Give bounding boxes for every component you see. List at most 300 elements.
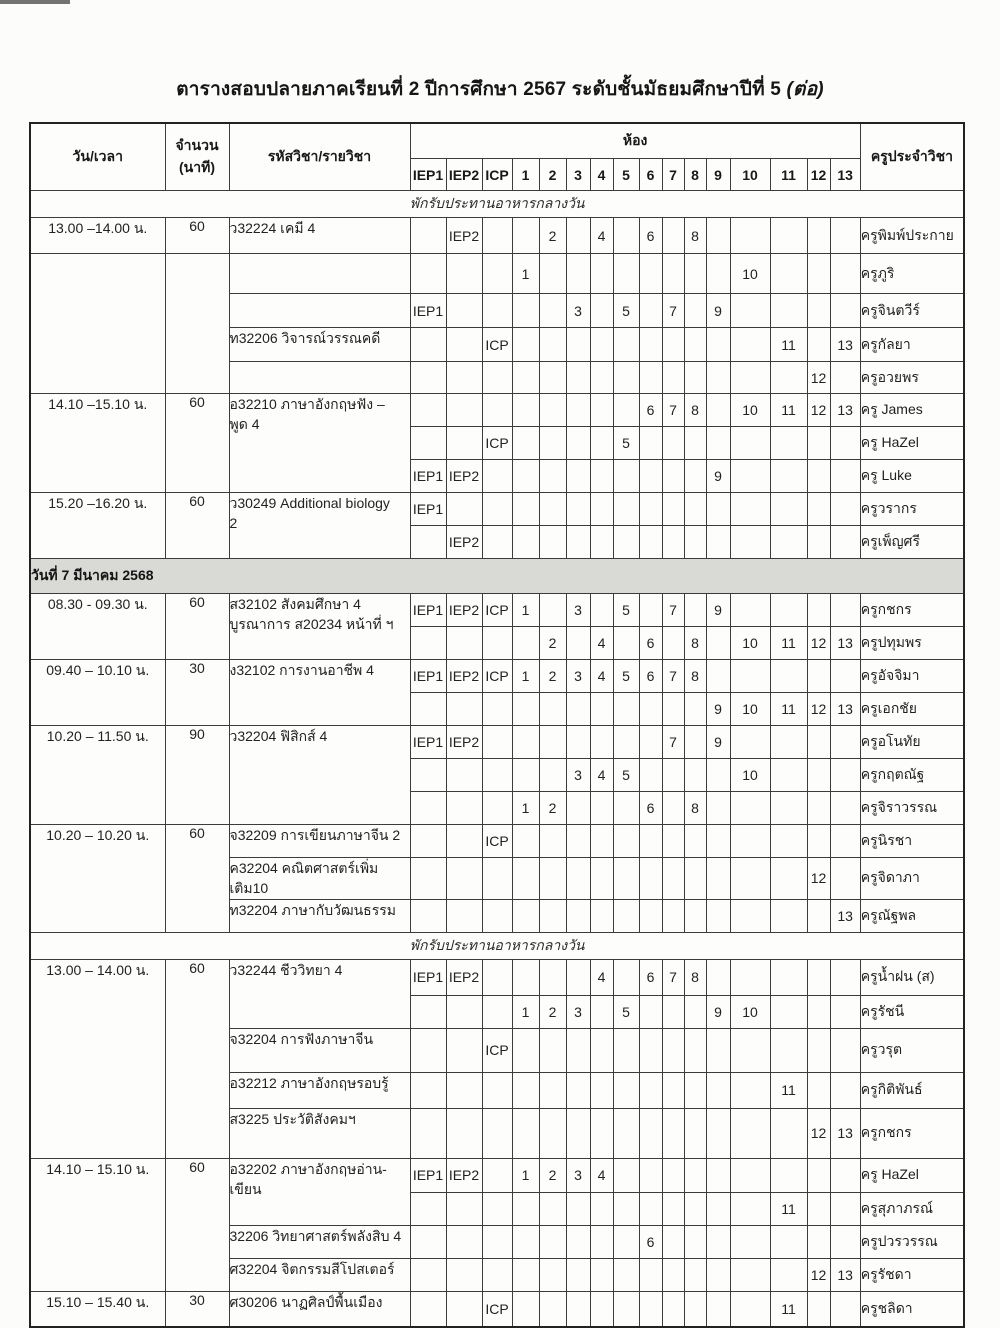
room-cell bbox=[770, 959, 807, 995]
room-cell bbox=[830, 460, 860, 493]
room-cell: IEP2 bbox=[446, 726, 482, 759]
room-cell bbox=[410, 825, 446, 858]
room-cell bbox=[566, 899, 590, 932]
room-cell: 5 bbox=[613, 995, 639, 1028]
room-cell bbox=[613, 1192, 639, 1225]
room-cell bbox=[807, 1225, 830, 1258]
subject-cell: ท32204 ภาษากับวัฒนธรรม bbox=[229, 899, 410, 932]
room-cell bbox=[539, 1072, 566, 1108]
room-column-header: 10 bbox=[730, 159, 770, 191]
room-cell bbox=[639, 427, 662, 460]
room-cell bbox=[482, 1192, 512, 1225]
room-cell bbox=[770, 294, 807, 328]
room-cell bbox=[706, 493, 730, 526]
subject-cell: ว30249 Additional biology 2 bbox=[229, 493, 410, 559]
room-cell bbox=[613, 693, 639, 726]
room-cell: 5 bbox=[613, 294, 639, 328]
room-cell bbox=[482, 493, 512, 526]
room-cell: 4 bbox=[590, 959, 613, 995]
room-cell bbox=[482, 995, 512, 1028]
room-cell bbox=[482, 693, 512, 726]
room-cell bbox=[662, 693, 684, 726]
room-cell: 2 bbox=[539, 627, 566, 660]
room-cell bbox=[662, 362, 684, 394]
room-cell bbox=[446, 627, 482, 660]
room-cell bbox=[770, 858, 807, 900]
room-cell bbox=[539, 899, 566, 932]
room-cell bbox=[770, 1258, 807, 1291]
room-cell bbox=[770, 660, 807, 693]
teacher-cell: ครู HaZel bbox=[860, 1158, 964, 1192]
teacher-cell: ครูอโนทัย bbox=[860, 726, 964, 759]
room-cell: IEP2 bbox=[446, 660, 482, 693]
subject-cell: อ32210 ภาษาอังกฤษฟัง – พูด 4 bbox=[229, 394, 410, 493]
room-cell bbox=[639, 1072, 662, 1108]
room-cell bbox=[446, 1072, 482, 1108]
subject-cell: อ32202 ภาษาอังกฤษอ่าน-เขียน bbox=[229, 1158, 410, 1225]
teacher-cell: ครูปทุมพร bbox=[860, 627, 964, 660]
room-cell: ICP bbox=[482, 1028, 512, 1072]
room-cell: 11 bbox=[770, 394, 807, 427]
room-cell bbox=[662, 254, 684, 294]
room-cell bbox=[830, 858, 860, 900]
room-cell bbox=[566, 726, 590, 759]
room-cell bbox=[410, 218, 446, 254]
room-cell bbox=[730, 294, 770, 328]
room-cell: 10 bbox=[730, 627, 770, 660]
room-cell: 12 bbox=[807, 1108, 830, 1158]
room-cell bbox=[639, 1258, 662, 1291]
room-cell bbox=[770, 995, 807, 1028]
subject-cell: ว32204 ฟิสิกส์ 4 bbox=[229, 726, 410, 825]
room-cell bbox=[684, 526, 706, 559]
room-cell bbox=[807, 660, 830, 693]
room-cell bbox=[512, 627, 539, 660]
room-cell bbox=[410, 362, 446, 394]
room-cell bbox=[566, 218, 590, 254]
room-cell bbox=[730, 594, 770, 627]
room-cell bbox=[807, 493, 830, 526]
room-cell bbox=[590, 1225, 613, 1258]
room-cell bbox=[730, 1291, 770, 1327]
time-cell: 08.30 - 09.30 น. bbox=[30, 594, 165, 660]
room-cell: 10 bbox=[730, 254, 770, 294]
room-cell: 7 bbox=[662, 394, 684, 427]
room-cell bbox=[807, 254, 830, 294]
room-cell bbox=[566, 328, 590, 362]
room-cell bbox=[730, 1258, 770, 1291]
room-cell bbox=[639, 825, 662, 858]
room-cell bbox=[512, 693, 539, 726]
subject-cell: ง32102 การงานอาชีพ 4 bbox=[229, 660, 410, 726]
room-cell bbox=[512, 1108, 539, 1158]
table-row bbox=[30, 493, 964, 526]
room-cell bbox=[512, 1072, 539, 1108]
teacher-cell: ครูกัลยา bbox=[860, 328, 964, 362]
room-cell: 1 bbox=[512, 995, 539, 1028]
room-cell bbox=[662, 995, 684, 1028]
room-cell: 9 bbox=[706, 693, 730, 726]
room-cell bbox=[706, 1225, 730, 1258]
room-cell bbox=[539, 294, 566, 328]
room-cell bbox=[566, 792, 590, 825]
room-cell: 6 bbox=[639, 959, 662, 995]
room-cell bbox=[770, 1108, 807, 1158]
room-cell bbox=[807, 594, 830, 627]
room-cell bbox=[482, 294, 512, 328]
room-column-header: 4 bbox=[590, 159, 613, 191]
room-cell bbox=[446, 825, 482, 858]
room-cell bbox=[830, 294, 860, 328]
table-row bbox=[30, 218, 964, 254]
room-cell bbox=[566, 1225, 590, 1258]
room-cell: 8 bbox=[684, 660, 706, 693]
room-cell bbox=[446, 858, 482, 900]
room-cell: 1 bbox=[512, 594, 539, 627]
room-cell bbox=[684, 254, 706, 294]
room-cell bbox=[662, 627, 684, 660]
room-cell bbox=[590, 254, 613, 294]
room-cell bbox=[706, 1192, 730, 1225]
room-cell bbox=[662, 1028, 684, 1072]
room-cell: 9 bbox=[706, 995, 730, 1028]
room-cell: 12 bbox=[807, 394, 830, 427]
room-cell bbox=[639, 1291, 662, 1327]
room-cell bbox=[539, 1108, 566, 1158]
room-cell bbox=[590, 1028, 613, 1072]
room-cell bbox=[706, 1258, 730, 1291]
room-cell bbox=[482, 899, 512, 932]
room-cell bbox=[706, 328, 730, 362]
room-cell bbox=[807, 1291, 830, 1327]
lunch-break-label: พักรับประทานอาหารกลางวัน bbox=[30, 932, 964, 959]
room-cell bbox=[830, 526, 860, 559]
room-cell bbox=[566, 693, 590, 726]
room-cell: 10 bbox=[730, 693, 770, 726]
room-cell bbox=[512, 726, 539, 759]
room-cell bbox=[730, 959, 770, 995]
room-cell bbox=[807, 825, 830, 858]
room-cell bbox=[662, 1108, 684, 1158]
room-cell: 11 bbox=[770, 627, 807, 660]
room-cell: 13 bbox=[830, 394, 860, 427]
teacher-cell: ครูภูริ bbox=[860, 254, 964, 294]
room-cell bbox=[807, 218, 830, 254]
room-column-header: 6 bbox=[639, 159, 662, 191]
room-cell bbox=[566, 1192, 590, 1225]
room-cell bbox=[539, 726, 566, 759]
room-cell bbox=[613, 394, 639, 427]
room-cell bbox=[613, 362, 639, 394]
room-cell bbox=[590, 995, 613, 1028]
room-cell: 6 bbox=[639, 1225, 662, 1258]
room-cell bbox=[482, 792, 512, 825]
room-cell bbox=[512, 328, 539, 362]
room-cell bbox=[684, 1225, 706, 1258]
room-cell bbox=[482, 526, 512, 559]
room-cell bbox=[482, 1258, 512, 1291]
teacher-cell: ครูณัฐพล bbox=[860, 899, 964, 932]
subject-cell bbox=[229, 294, 410, 328]
room-cell bbox=[566, 493, 590, 526]
room-cell: 5 bbox=[613, 594, 639, 627]
room-cell: 1 bbox=[512, 792, 539, 825]
room-cell bbox=[539, 1291, 566, 1327]
room-cell bbox=[684, 1072, 706, 1108]
room-cell: 12 bbox=[807, 693, 830, 726]
room-cell bbox=[613, 526, 639, 559]
room-cell: 8 bbox=[684, 218, 706, 254]
room-cell bbox=[566, 1028, 590, 1072]
room-cell bbox=[590, 858, 613, 900]
teacher-cell: ครูกชกร bbox=[860, 594, 964, 627]
room-cell bbox=[613, 493, 639, 526]
room-cell bbox=[512, 1192, 539, 1225]
room-cell bbox=[566, 427, 590, 460]
teacher-cell: ครู James bbox=[860, 394, 964, 427]
room-cell bbox=[512, 1258, 539, 1291]
room-cell: 4 bbox=[590, 759, 613, 792]
lunch-break-label: พักรับประทานอาหารกลางวัน bbox=[30, 191, 964, 218]
room-cell bbox=[684, 726, 706, 759]
room-cell bbox=[807, 1028, 830, 1072]
room-cell bbox=[684, 460, 706, 493]
room-cell: 7 bbox=[662, 726, 684, 759]
room-cell bbox=[590, 294, 613, 328]
duration-cell bbox=[165, 254, 229, 394]
room-cell: 3 bbox=[566, 759, 590, 792]
room-cell: ICP bbox=[482, 594, 512, 627]
room-cell bbox=[807, 959, 830, 995]
room-cell bbox=[807, 526, 830, 559]
room-cell bbox=[639, 254, 662, 294]
room-cell bbox=[482, 254, 512, 294]
time-cell: 14.10 – 15.10 น. bbox=[30, 1158, 165, 1291]
room-column-header: 7 bbox=[662, 159, 684, 191]
room-cell bbox=[730, 460, 770, 493]
teacher-cell: ครูเอกชัย bbox=[860, 693, 964, 726]
room-cell bbox=[512, 1225, 539, 1258]
room-cell bbox=[639, 995, 662, 1028]
room-cell bbox=[512, 394, 539, 427]
teacher-cell: ครูสุภาภรณ์ bbox=[860, 1192, 964, 1225]
teacher-cell: ครูนิรชา bbox=[860, 825, 964, 858]
room-cell bbox=[446, 693, 482, 726]
room-cell bbox=[590, 899, 613, 932]
room-cell bbox=[539, 959, 566, 995]
room-column-header: IEP1 bbox=[410, 159, 446, 191]
room-cell bbox=[830, 493, 860, 526]
room-cell bbox=[446, 1192, 482, 1225]
room-cell: 6 bbox=[639, 394, 662, 427]
room-cell bbox=[830, 660, 860, 693]
room-column-header: 12 bbox=[807, 159, 830, 191]
room-cell bbox=[539, 328, 566, 362]
col-header-room-group: ห้อง bbox=[410, 123, 860, 159]
room-cell: 8 bbox=[684, 792, 706, 825]
room-cell bbox=[590, 493, 613, 526]
room-cell bbox=[590, 693, 613, 726]
room-cell bbox=[566, 254, 590, 294]
room-cell bbox=[410, 792, 446, 825]
room-cell bbox=[684, 995, 706, 1028]
room-cell bbox=[446, 394, 482, 427]
duration-cell: 60 bbox=[165, 218, 229, 254]
room-cell bbox=[662, 1291, 684, 1327]
room-cell bbox=[590, 1072, 613, 1108]
room-cell bbox=[539, 1258, 566, 1291]
room-cell bbox=[830, 1225, 860, 1258]
room-cell: 2 bbox=[539, 995, 566, 1028]
room-cell bbox=[410, 899, 446, 932]
room-cell bbox=[807, 792, 830, 825]
room-cell bbox=[730, 1028, 770, 1072]
room-cell bbox=[613, 726, 639, 759]
table-row bbox=[30, 1291, 964, 1327]
room-cell bbox=[770, 759, 807, 792]
room-cell bbox=[590, 526, 613, 559]
room-cell bbox=[770, 427, 807, 460]
room-cell bbox=[807, 328, 830, 362]
room-cell: IEP1 bbox=[410, 726, 446, 759]
room-cell bbox=[770, 594, 807, 627]
room-cell bbox=[566, 627, 590, 660]
room-cell bbox=[770, 218, 807, 254]
room-cell bbox=[512, 362, 539, 394]
room-cell bbox=[566, 1072, 590, 1108]
room-cell: 13 bbox=[830, 693, 860, 726]
table-body bbox=[30, 191, 964, 1328]
room-cell bbox=[446, 792, 482, 825]
room-cell bbox=[662, 1072, 684, 1108]
room-cell bbox=[410, 627, 446, 660]
room-cell bbox=[410, 427, 446, 460]
date-section-label: วันที่ 7 มีนาคม 2568 bbox=[30, 559, 964, 594]
room-cell bbox=[566, 460, 590, 493]
room-cell bbox=[662, 1258, 684, 1291]
room-cell bbox=[639, 1108, 662, 1158]
room-cell bbox=[830, 362, 860, 394]
room-cell bbox=[730, 328, 770, 362]
room-cell bbox=[446, 1291, 482, 1327]
room-cell bbox=[807, 759, 830, 792]
room-column-header: 1 bbox=[512, 159, 539, 191]
subject-cell bbox=[229, 362, 410, 394]
room-cell: 2 bbox=[539, 218, 566, 254]
room-cell bbox=[639, 594, 662, 627]
room-cell bbox=[482, 959, 512, 995]
lunch-break-row bbox=[30, 191, 964, 218]
room-cell: 7 bbox=[662, 594, 684, 627]
room-cell bbox=[706, 1158, 730, 1192]
room-cell bbox=[770, 526, 807, 559]
room-cell bbox=[446, 254, 482, 294]
room-cell bbox=[512, 959, 539, 995]
room-cell bbox=[730, 660, 770, 693]
room-cell bbox=[639, 726, 662, 759]
room-cell bbox=[684, 294, 706, 328]
room-cell bbox=[590, 726, 613, 759]
room-cell bbox=[590, 362, 613, 394]
room-cell bbox=[613, 1108, 639, 1158]
room-cell bbox=[662, 218, 684, 254]
room-cell bbox=[639, 899, 662, 932]
table-row bbox=[30, 1158, 964, 1192]
room-cell bbox=[590, 594, 613, 627]
room-cell bbox=[482, 460, 512, 493]
room-cell: 4 bbox=[590, 218, 613, 254]
room-cell bbox=[410, 328, 446, 362]
room-cell bbox=[684, 362, 706, 394]
room-cell bbox=[482, 627, 512, 660]
room-cell bbox=[539, 394, 566, 427]
room-cell: 12 bbox=[807, 627, 830, 660]
time-cell: 14.10 –15.10 น. bbox=[30, 394, 165, 493]
room-cell bbox=[706, 825, 730, 858]
room-cell: 1 bbox=[512, 1158, 539, 1192]
room-cell bbox=[613, 959, 639, 995]
room-cell: ICP bbox=[482, 328, 512, 362]
room-cell bbox=[662, 1158, 684, 1192]
duration-cell: 60 bbox=[165, 1158, 229, 1291]
room-cell bbox=[684, 1158, 706, 1192]
room-cell bbox=[410, 394, 446, 427]
room-cell bbox=[639, 1158, 662, 1192]
room-cell bbox=[590, 460, 613, 493]
room-cell bbox=[410, 693, 446, 726]
room-cell bbox=[590, 427, 613, 460]
room-column-header: 2 bbox=[539, 159, 566, 191]
room-cell bbox=[590, 1291, 613, 1327]
room-cell: IEP2 bbox=[446, 526, 482, 559]
lunch-break-row bbox=[30, 932, 964, 959]
teacher-cell: ครูอัจจิมา bbox=[860, 660, 964, 693]
room-cell bbox=[662, 1225, 684, 1258]
subject-cell: ศ30206 นาฏศิลป์พื้นเมือง bbox=[229, 1291, 410, 1327]
scan-artifact bbox=[0, 0, 70, 4]
room-cell bbox=[830, 1192, 860, 1225]
room-column-header: 11 bbox=[770, 159, 807, 191]
room-cell bbox=[590, 394, 613, 427]
room-cell bbox=[446, 995, 482, 1028]
room-cell bbox=[482, 759, 512, 792]
room-cell bbox=[684, 594, 706, 627]
subject-cell: 32206 วิทยาศาสตร์พลังสิบ 4 bbox=[229, 1225, 410, 1258]
room-cell bbox=[730, 726, 770, 759]
time-cell: 10.20 – 11.50 น. bbox=[30, 726, 165, 825]
room-cell bbox=[482, 1225, 512, 1258]
teacher-cell: ครู Luke bbox=[860, 460, 964, 493]
col-header-subject: รหัสวิชา/รายวิชา bbox=[229, 123, 410, 191]
room-cell bbox=[662, 1192, 684, 1225]
room-cell bbox=[512, 526, 539, 559]
room-cell bbox=[684, 825, 706, 858]
time-cell: 13.00 – 14.00 น. bbox=[30, 959, 165, 1158]
room-cell bbox=[807, 294, 830, 328]
room-cell: 8 bbox=[684, 627, 706, 660]
room-cell bbox=[410, 1192, 446, 1225]
room-cell: 9 bbox=[706, 294, 730, 328]
room-cell bbox=[482, 394, 512, 427]
room-cell bbox=[590, 825, 613, 858]
room-cell: 11 bbox=[770, 328, 807, 362]
room-cell bbox=[446, 493, 482, 526]
room-cell bbox=[482, 858, 512, 900]
room-cell bbox=[770, 899, 807, 932]
room-cell bbox=[830, 726, 860, 759]
room-cell bbox=[539, 693, 566, 726]
room-cell bbox=[706, 759, 730, 792]
